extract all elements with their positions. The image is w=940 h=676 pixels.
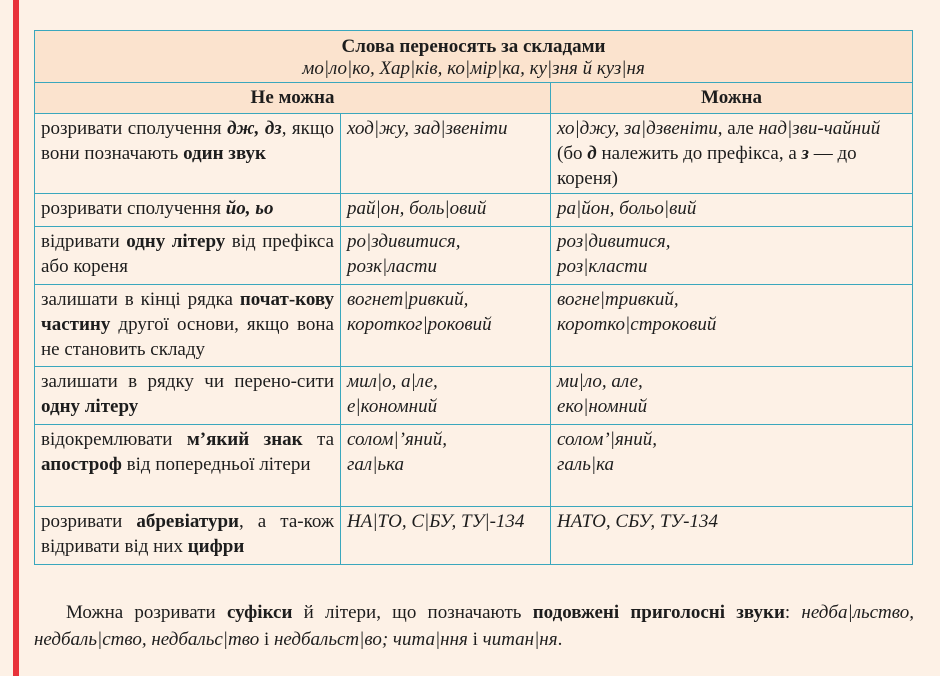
right-example-cell: НАТО, СБУ, ТУ-134 xyxy=(551,507,913,565)
wrong-example-cell: ро|здивитися, розк|ласти xyxy=(341,227,551,285)
right-example-cell: солом’|яний, галь|ка xyxy=(551,425,913,507)
table-row xyxy=(35,425,913,507)
table-row xyxy=(35,507,913,565)
column-not-allowed: Не можна xyxy=(35,83,551,114)
right-example-cell: ми|ло, але, еко|номний xyxy=(551,367,913,425)
wrong-example-cell: ход|жу, зад|звеніти xyxy=(341,114,551,194)
table-title: Слова переносять за складами мо|ло|ко, Хар|ків, ко|мір|ка, ку|зня й куз|ня xyxy=(35,31,913,83)
table-row xyxy=(35,367,913,425)
left-accent-bar xyxy=(13,0,19,676)
rule-cell: залишати в рядку чи перено-сити одну літеру xyxy=(35,367,341,425)
wrong-example-cell: НА|ТО, С|БУ, ТУ|-134 xyxy=(341,507,551,565)
wrong-example-cell: мил|о, а|ле, е|кономний xyxy=(341,367,551,425)
table-row xyxy=(35,114,913,194)
table-row xyxy=(35,285,913,367)
right-example-cell: роз|дивитися, роз|класти xyxy=(551,227,913,285)
right-example-cell: вогне|тривкий, коротко|строковий xyxy=(551,285,913,367)
rule-cell: розривати сполучення йо, ьо xyxy=(35,194,341,227)
hyphenation-rules-table xyxy=(34,30,912,565)
suffix-note: Можна розривати суфікси й літери, що позначають подовжені приголосні звуки: недба|льство, недбаль|ство, недбальс|тво і недбальст|во; чита|ння і читан|ня. xyxy=(34,602,915,650)
right-example-cell: ра|йон, больо|вий xyxy=(551,194,913,227)
wrong-example-cell: солом|’яний, гал|ька xyxy=(341,425,551,507)
rule-cell: розривати сполучення дж, дз, якщо вони позначають один звук xyxy=(35,114,341,194)
table-row xyxy=(35,227,913,285)
rule-cell: розривати абревіатури, а та-кож відривати від них цифри xyxy=(35,507,341,565)
title-examples: мо|ло|ко, Хар|ків, ко|мір|ка, ку|зня й куз|ня xyxy=(302,58,645,79)
table-row xyxy=(35,194,913,227)
column-allowed: Можна xyxy=(551,83,913,114)
rule-cell: залишати в кінці рядка почат-кову частину другої основи, якщо вона не становить складу xyxy=(35,285,341,367)
wrong-example-cell: вогнет|ривкий, коротког|роковий xyxy=(341,285,551,367)
rule-cell: відривати одну літеру від префікса або кореня xyxy=(35,227,341,285)
rule-cell: відокремлювати м’який знак та апостроф від попередньої літери xyxy=(35,425,341,507)
right-example-cell: хо|джу, за|дзвеніти, але над|зви-чайний (бо д належить до префікса, а з — до кореня) xyxy=(551,114,913,194)
wrong-example-cell: рай|он, боль|овий xyxy=(341,194,551,227)
